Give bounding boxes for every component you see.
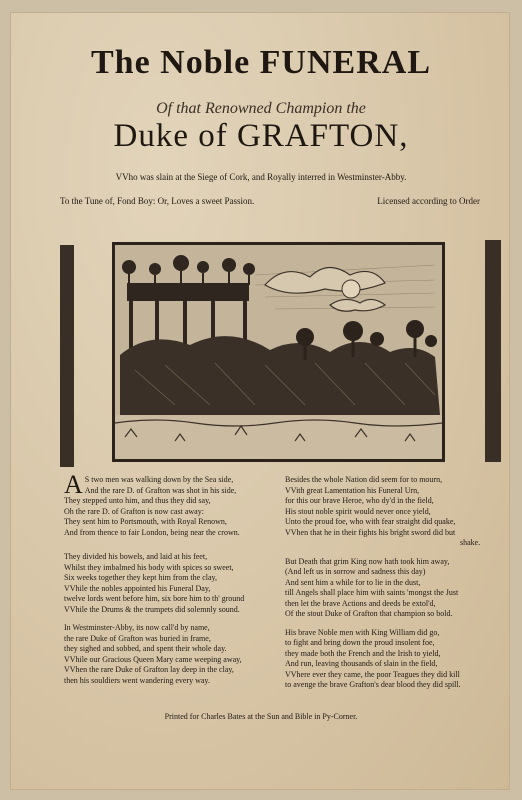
verse-line: And run, leaving thousands of slain in the field, xyxy=(285,659,438,668)
verse-line: VVhen that he in their fights his bright sword did but xyxy=(285,527,456,537)
stanza xyxy=(64,552,244,615)
title-line-3: Duke of GRAFTON, xyxy=(113,118,409,154)
verse-line: Oh the rare D. of Grafton is now cast away: xyxy=(64,506,204,516)
verse-line: Besides the whole Nation did seem for to mourn, xyxy=(285,475,443,484)
verse-line: to fight and bring down the proud insolent foe, xyxy=(285,638,435,647)
verse-line: to avenge the brave Grafton's dear blood they did spill. xyxy=(285,680,461,689)
verse-line: His brave Noble men with King William did go, xyxy=(285,627,440,637)
verse-line: shake. xyxy=(460,538,481,547)
verse-line: till Angels shall place him with saints 'mongst the Just xyxy=(285,588,459,597)
verse-line: the rare Duke of Grafton was buried in frame, xyxy=(64,633,211,643)
title-line-1: The Noble FUNERAL xyxy=(90,44,432,81)
verse-line: Unto the proud foe, who with fear straight did quake, xyxy=(285,517,456,526)
verse-line: VVhen the rare Duke of Grafton lay deep in the clay, xyxy=(64,665,234,674)
printer-imprint: Printed for Charles Bates at the Sun and Bible in Py-Corner. xyxy=(164,712,358,721)
funeral-procession-woodcut xyxy=(115,245,442,459)
stanza xyxy=(64,470,244,538)
verse-line: VVhile our Gracious Queen Mary came weeping away, xyxy=(64,654,242,664)
tune-text: To the Tune of, Fond Boy: Or, Loves a sweet Passion. xyxy=(60,196,255,206)
verse-line: for this our brave Heroe, who dy'd in the field, xyxy=(285,496,434,505)
title-line-2: Of that Renowned Champion the xyxy=(156,100,366,117)
verse-line: VVhile the nobles appointed his Funeral Day, xyxy=(64,583,211,593)
verse-line: VVhile the Drums & the trumpets did solemnly sound. xyxy=(64,604,240,614)
verse-line: then his souldiers went wandering every way. xyxy=(64,675,210,685)
verse-line: they made both the French and the Irish to yield, xyxy=(285,648,441,658)
woodcut-illustration xyxy=(112,242,445,462)
verse-line: Of the stout Duke of Grafton that champion so bold. xyxy=(285,609,453,618)
subtitle: VVho was slain at the Siege of Cork, and Royally interred in Westminster-Abby. xyxy=(115,172,407,182)
verse-line: then let the brave Actions and deeds be extol'd, xyxy=(285,598,436,608)
verse-line: They stepped unto him, and thus they did say, xyxy=(64,496,211,505)
verse-line: VVith great Lamentation his Funeral Urn, xyxy=(285,485,420,495)
stanza xyxy=(285,557,480,620)
verse-line: Whilst they imbalmed his body with spices so sweet, xyxy=(64,562,234,572)
right-ornament-bar xyxy=(485,240,501,462)
verse-line: S two men was walking down by the Sea side, xyxy=(84,475,234,484)
verse-line: they sighed and sobbed, and spent their whole day. xyxy=(64,644,227,653)
verse-line: VVhere ever they came, the poor Teagues they did kill xyxy=(285,669,460,679)
stanza xyxy=(64,623,244,686)
verse-column-left xyxy=(64,470,245,694)
verse-line: But Death that grim King now hath took him away, xyxy=(285,556,450,566)
drop-cap: A xyxy=(64,470,83,499)
stanza xyxy=(285,628,480,691)
verse-line: In Westminster-Abby, its now call'd by name, xyxy=(64,623,210,632)
left-ornament-bar xyxy=(60,245,74,467)
verse-line: And sent him a while for to lie in the dust, xyxy=(285,577,421,587)
verse-line: They sent him to Portsmouth, with Royal Renown, xyxy=(64,517,227,526)
verse-line: They divided his bowels, and laid at his feet, xyxy=(64,552,208,561)
verse-line: (And left us in sorrow and sadness this day) xyxy=(285,567,426,576)
verse-line: And the rare D. of Grafton was shot in his side, xyxy=(84,485,237,495)
verse-line: His stout noble spirit would never once yield, xyxy=(285,506,431,516)
verse-column-right xyxy=(285,475,480,699)
verse-line: And from thence to fair London, being near the crown. xyxy=(64,527,240,537)
verse-line: Six weeks together they kept him from the clay, xyxy=(64,573,217,582)
license-text: Licensed according to Order xyxy=(377,196,480,206)
stanza xyxy=(285,475,480,549)
verse-line: twelve lords went before him, six bore him to th' ground xyxy=(64,594,245,603)
